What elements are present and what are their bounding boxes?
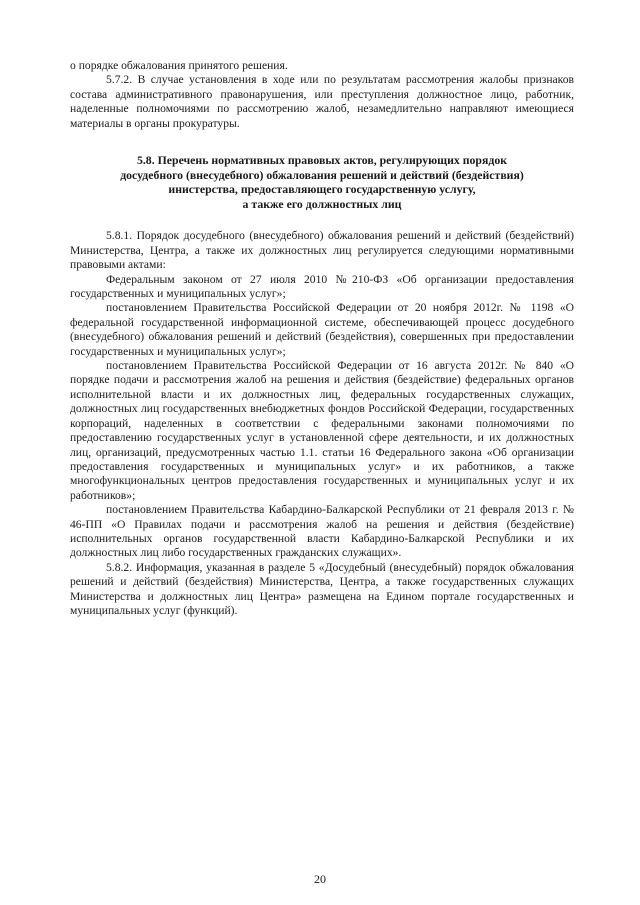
paragraph-continuation: о порядке обжалования принятого решения.	[70, 59, 288, 72]
section-heading-5-8	[70, 153, 574, 211]
heading-line-2: досудебного (внесудебного) обжалования решений и действий (бездействия)	[120, 167, 524, 182]
document-body	[70, 59, 574, 618]
paragraph-decree-840: постановлением Правительства Российской Федерации от 16 августа 2012г. № 840 «О порядке подачи и рассмотрения жалоб на решения и действия (бездействие) федеральных органов исполнительной власти и их должностных лиц, федеральных государственных служащих, должностных лиц государственных внебюджетных фондов Российской Федерации, государственных корпораций, наделенных в соответствии с федеральными законами полномочиями по предоставлению государственных услуг в установленной сфере деятельности, и их должностных лиц, организаций, предусмотренных частью 1.1. статьи 16 Федерального закона «Об организации предоставления государственных и муниципальных услуг» и их работников, а также многофункциональных центров предоставления государственных и муниципальных услуг и их работников»;	[70, 359, 574, 502]
paragraph-5-8-2: 5.8.2. Информация, указанная в разделе 5 «Досудебный (внесудебный) порядок обжалования решений и действий (бездействия) Министерства, Центра, а также государственных служащих Министерства и должностных лиц Центра» размещена на Едином портале государственных и муниципальных услуг (функций).	[70, 560, 574, 617]
page-number: 20	[314, 872, 326, 886]
paragraph-5-8-1: 5.8.1. Порядок досудебного (внесудебного) обжалования решений и действий (бездействий) Министерства, Центра, а также их должностных лиц регулируется следующими нормативными правовыми актами:	[70, 229, 574, 272]
paragraph-decree-46-pp: постановлением Правительства Кабардино-Балкарской Республики от 21 февраля 2013 г. № 46-ПП «О Правилах подачи и рассмотрения жалоб на решения и действия (бездействие) исполнительных органов государственной власти Кабардино-Балкарской Республики и их должностных лиц либо государственных гражданских служащих».	[70, 503, 574, 560]
heading-line-3: инистерства, предоставляющего государственную услугу,	[168, 182, 476, 197]
heading-line-1: 5.8. Перечень нормативных правовых актов, регулирующих порядок	[136, 153, 508, 168]
paragraph-5-7-2: 5.7.2. В случае установления в ходе или по результатам рассмотрения жалобы признаков состава административного правонарушения, или преступления должностное лицо, работник, наделенные полномочиями по рассмотрению жалоб, незамедлительно направляют имеющиеся материалы в органы прокуратуры.	[70, 73, 574, 130]
heading-line-4: а также его должностных лиц	[242, 196, 402, 211]
paragraph-decree-1198: постановлением Правительства Российской Федерации от 20 ноября 2012г. № 1198 «О федеральной государственной информационной системе, обеспечивающей процесс досудебного (внесудебного) обжалования решений и действий (бездействия), совершенных при предоставлении государственных и муниципальных услуг»;	[70, 301, 574, 358]
paragraph-federal-law: Федеральным законом от 27 июля 2010 №210-ФЗ «Об организации предоставления государственных и муниципальных услуг»;	[70, 272, 574, 301]
